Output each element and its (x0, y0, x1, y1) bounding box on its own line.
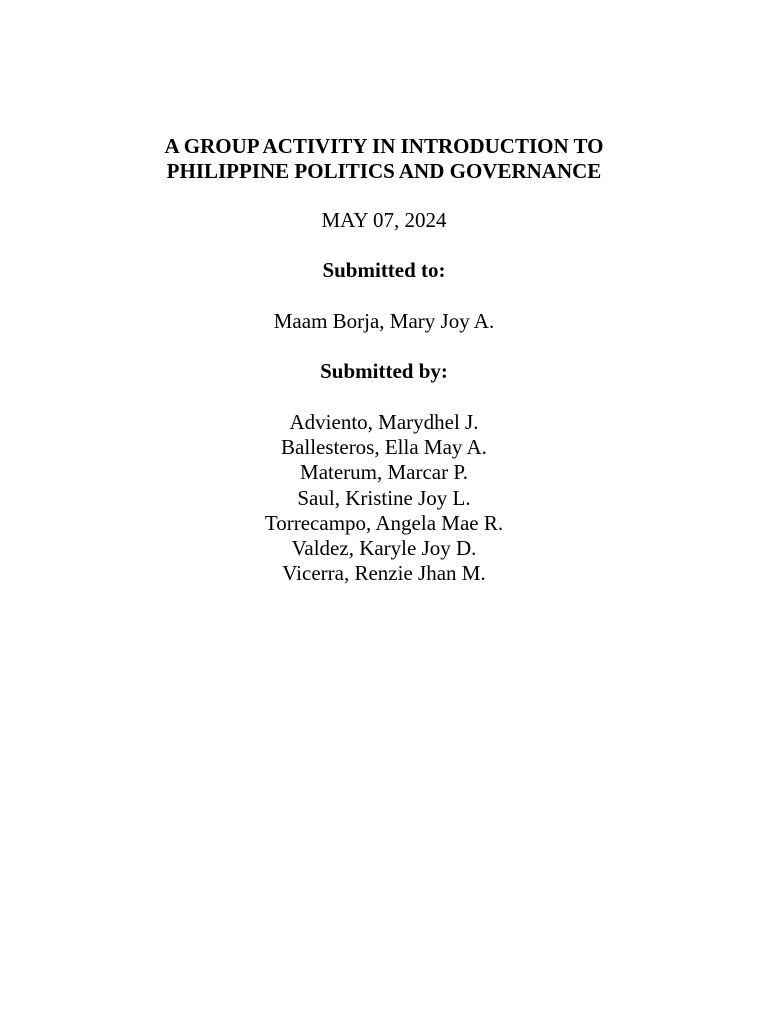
title-line-2: PHILIPPINE POLITICS AND GOVERNANCE (166, 159, 602, 183)
submitted-to-label: Submitted to: (322, 258, 446, 282)
member-name: Ballesteros, Ella May A. (281, 435, 487, 460)
member-name: Vicerra, Renzie Jhan M. (282, 561, 486, 586)
member-list (0, 410, 768, 586)
member-name: Valdez, Karyle Joy D. (291, 536, 477, 561)
submission-date: MAY 07, 2024 (321, 208, 447, 232)
title-line-1: A GROUP ACTIVITY IN INTRODUCTION TO (164, 134, 604, 158)
member-name: Adviento, Marydhel J. (289, 410, 479, 434)
member-name: Materum, Marcar P. (300, 460, 468, 485)
document-title (0, 134, 768, 184)
submitted-by-label: Submitted by: (320, 359, 448, 383)
member-name: Saul, Kristine Joy L. (297, 485, 471, 510)
member-name: Torrecampo, Angela Mae R. (264, 510, 504, 535)
submitted-to-name: Maam Borja, Mary Joy A. (273, 309, 495, 333)
